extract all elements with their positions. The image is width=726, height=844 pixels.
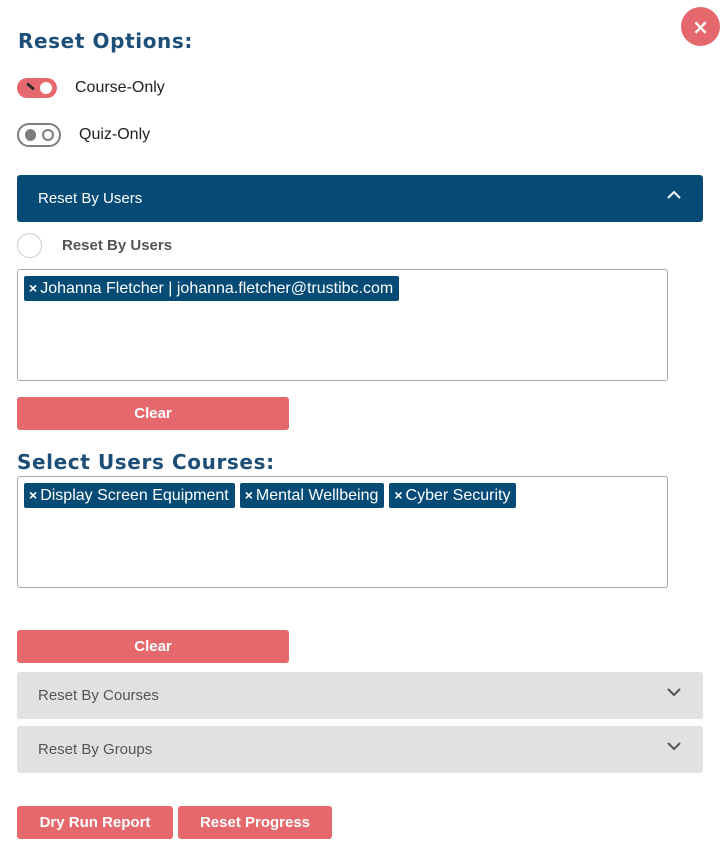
tag-label: Display Screen Equipment	[40, 487, 229, 504]
accordion-label: Reset By Users	[38, 190, 143, 207]
clear-courses-button[interactable]: Clear	[17, 630, 289, 663]
remove-tag-icon[interactable]: ×	[394, 487, 403, 503]
tag-label: Cyber Security	[405, 487, 511, 504]
course-only-toggle[interactable]	[17, 78, 57, 98]
remove-tag-icon[interactable]: ×	[244, 487, 253, 503]
course-only-label: Course-Only	[75, 79, 165, 96]
tag-label: Johanna Fletcher | johanna.fletcher@trustibc.com	[40, 280, 394, 297]
toggle-knob	[40, 82, 52, 94]
accordion-label: Reset By Groups	[38, 741, 153, 758]
accordion-reset-by-groups[interactable]	[17, 726, 703, 773]
chevron-up-icon	[667, 188, 681, 202]
chevron-down-icon	[667, 739, 681, 753]
tag-label: Mental Wellbeing	[255, 487, 379, 504]
courses-select-field[interactable]	[17, 476, 668, 588]
course-tag	[389, 483, 516, 508]
user-tag	[24, 276, 399, 301]
accordion-label: Reset By Courses	[38, 687, 159, 704]
reset-by-users-radio-label: Reset By Users	[62, 237, 173, 254]
quiz-only-toggle[interactable]	[17, 123, 61, 147]
dry-run-report-button[interactable]: Dry Run Report	[17, 806, 173, 839]
pencil-icon	[26, 82, 35, 90]
select-users-courses-heading: Select Users Courses:	[17, 450, 275, 474]
accordion-reset-by-users[interactable]	[17, 175, 703, 222]
off-indicator-icon	[42, 129, 54, 141]
remove-tag-icon[interactable]: ×	[29, 487, 38, 503]
course-tag	[24, 483, 235, 508]
course-tag	[240, 483, 385, 508]
clear-users-button[interactable]: Clear	[17, 397, 289, 430]
chevron-down-icon	[667, 685, 681, 699]
course-only-toggle-row	[17, 78, 165, 98]
toggle-knob	[25, 129, 36, 141]
remove-tag-icon[interactable]: ×	[29, 280, 38, 296]
page-title: Reset Options:	[18, 29, 193, 53]
reset-progress-button[interactable]: Reset Progress	[178, 806, 332, 839]
quiz-only-label: Quiz-Only	[79, 126, 151, 143]
accordion-reset-by-courses[interactable]	[17, 672, 703, 719]
quiz-only-toggle-row	[17, 123, 150, 147]
close-button[interactable]: ×	[681, 7, 720, 46]
users-select-field[interactable]	[17, 269, 668, 381]
reset-by-users-radio[interactable]	[17, 233, 42, 258]
